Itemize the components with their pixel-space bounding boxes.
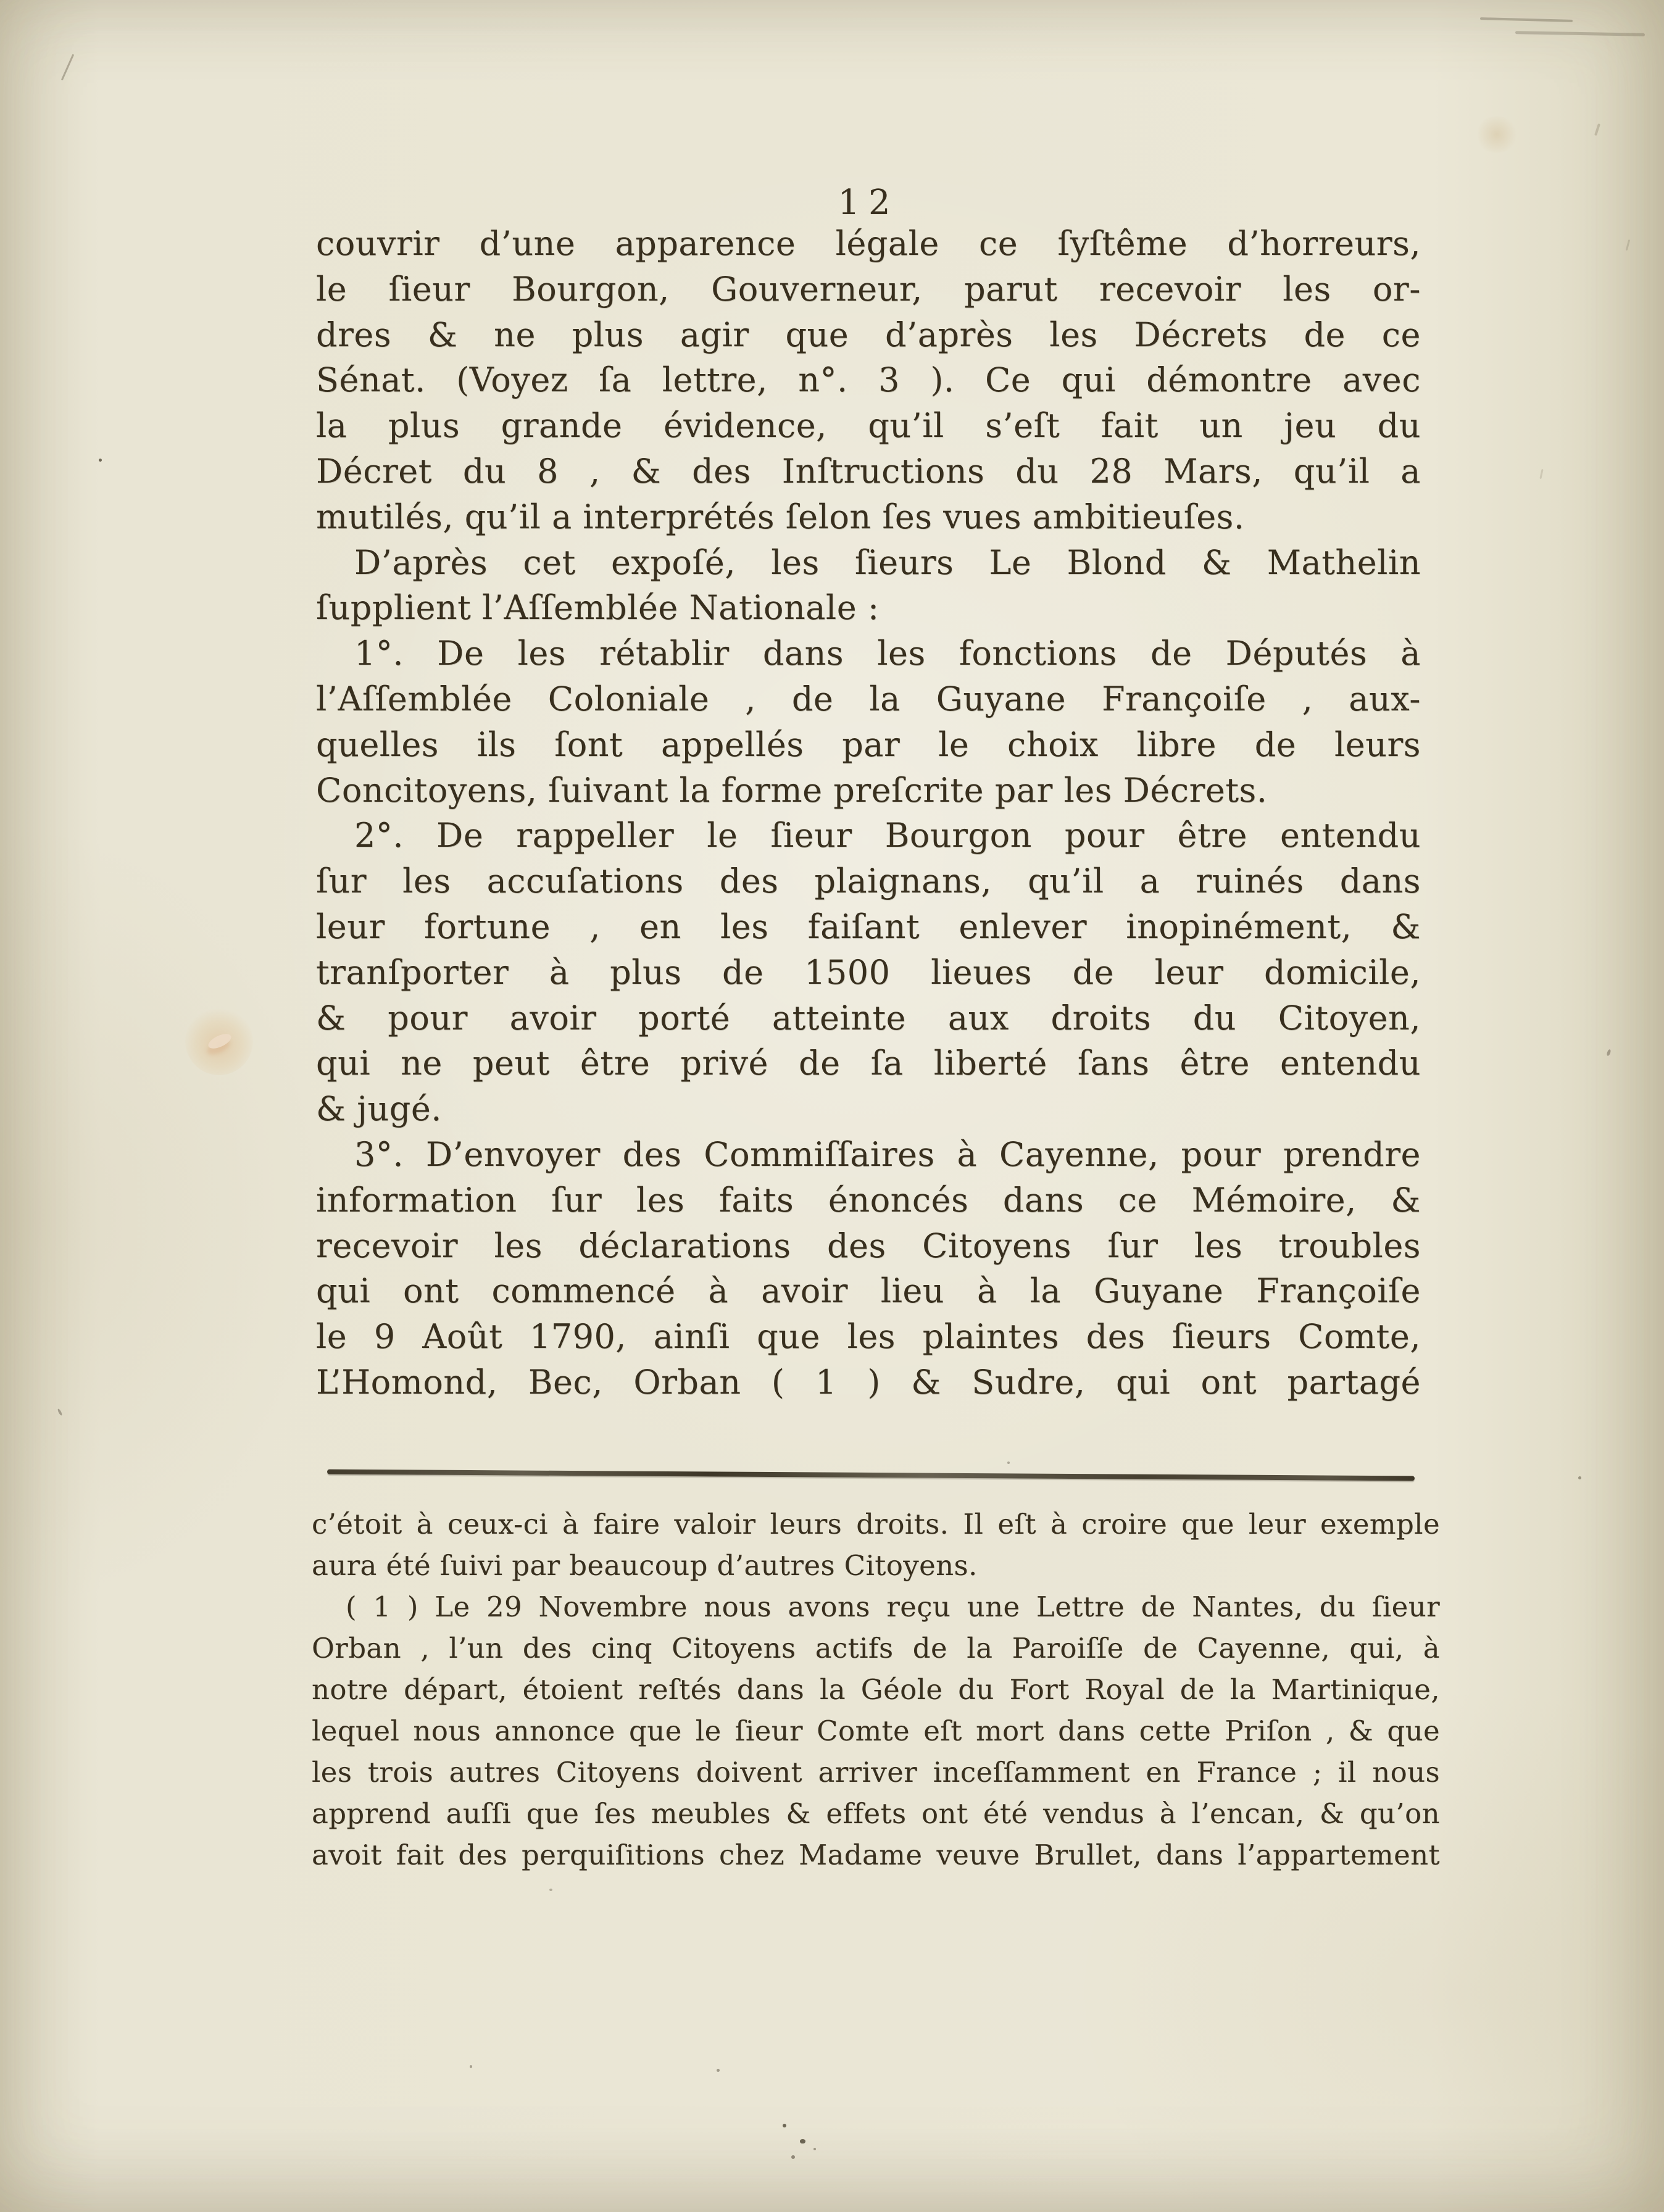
scan-scratch <box>1594 123 1600 136</box>
body-line: tranſporter à plus de 1500 lieues de leur domicile, <box>316 952 1421 992</box>
footnote-line: notre départ, étoient reſtés dans la Géole du Fort Royal de la Martinique, <box>312 1673 1440 1706</box>
footnote-line: c’étoit à ceux-ci à faire valoir leurs droits. Il eſt à croire que leur exemple <box>312 1508 1440 1540</box>
ink-speck <box>783 2124 786 2127</box>
scan-scratch <box>61 54 74 80</box>
body-line: recevoir les déclarations des Citoyens ſur les troubles <box>316 1226 1421 1265</box>
footnote-line: apprend auſſi que ſes meubles & effets ont été vendus à l’encan, & qu’on <box>312 1797 1440 1830</box>
footnote-line: ( 1 ) Le 29 Novembre nous avons reçu une Lettre de Nantes, du ſieur <box>346 1590 1440 1623</box>
body-line: dres & ne plus agir que d’après les Décrets de ce <box>316 315 1421 354</box>
footnote-line: lequel nous annonce que le ſieur Comte eſt mort dans cette Priſon , & que <box>312 1715 1440 1747</box>
scan-scratch <box>1626 239 1631 251</box>
body-line: le 9 Août 1790, ainſi que les plaintes des ſieurs Comte, <box>316 1317 1421 1357</box>
body-line: Concitoyens, ſuivant la forme preſcrite par les Décrets. <box>316 770 1268 810</box>
ink-speck <box>1578 1476 1581 1479</box>
body-line: ſupplient l’Aſſemblée Nationale : <box>316 588 880 628</box>
ink-speck <box>57 1408 62 1416</box>
body-line: D’après cet expoſé, les ſieurs Le Blond & Mathelin <box>354 543 1421 582</box>
footnote-line: Orban , l’un des cinq Citoyens actifs de la Paroiſſe de Cayenne, qui, à <box>312 1632 1440 1665</box>
footnote-text <box>312 1503 1440 1876</box>
body-line: la plus grande évidence, qu’il s’eſt fait un jeu du <box>316 406 1421 446</box>
paper-stain <box>185 1007 253 1075</box>
footnote-line: avoit fait des perquiſitions chez Madame veuve Brullet, dans l’appartement <box>312 1839 1440 1871</box>
pencil-mark <box>1515 31 1645 36</box>
pencil-mark <box>1480 17 1573 22</box>
body-line: le ſieur Bourgon, Gouverneur, parut recevoir les or- <box>316 269 1421 309</box>
body-line: l’Aſſemblée Coloniale , de la Guyane Françoiſe , aux- <box>316 679 1421 718</box>
ink-speck <box>99 459 102 462</box>
body-line: leur fortune , en les faiſant enlever inopinément, & <box>316 907 1421 946</box>
paper-stain <box>1475 116 1518 153</box>
body-line: quelles ils ſont appellés par le choix libre de leurs <box>316 725 1421 764</box>
footnote-divider <box>327 1470 1415 1481</box>
page-number: 12 <box>838 183 899 223</box>
scan-scratch <box>1539 469 1543 479</box>
body-line: 2°. De rappeller le ſieur Bourgon pour être entendu <box>354 816 1421 855</box>
body-line: information ſur les faits énoncés dans ce Mémoire, & <box>316 1180 1421 1220</box>
ink-speck <box>1606 1049 1611 1056</box>
body-text <box>316 221 1421 1405</box>
body-line: & jugé. <box>316 1089 442 1129</box>
body-line: couvrir d’une apparence légale ce ſyſtême d’horreurs, <box>316 224 1421 263</box>
body-line: 3°. D’envoyer des Commiſſaires à Cayenne, pour prendre <box>354 1134 1421 1174</box>
ink-speck <box>1007 1462 1010 1464</box>
body-line: qui ont commencé à avoir lieu à la Guyane Françoiſe <box>316 1271 1421 1311</box>
ink-speck <box>791 2155 795 2159</box>
ink-speck <box>470 2065 472 2068</box>
ink-speck <box>813 2148 816 2150</box>
ink-speck <box>800 2139 805 2143</box>
footnote-line: aura été ſuivi par beaucoup d’autres Citoyens. <box>312 1549 978 1582</box>
body-line: mutilés, qu’il a interprétés ſelon ſes vues ambitieuſes. <box>316 497 1245 536</box>
body-line: ſur les accuſations des plaignans, qu’il a ruinés dans <box>316 862 1421 901</box>
ink-speck <box>717 2069 720 2072</box>
body-line: Décret du 8 , & des Inſtructions du 28 Mars, qu’il a <box>316 451 1421 491</box>
body-line: qui ne peut être privé de ſa liberté ſans être entendu <box>316 1044 1421 1083</box>
body-line: & pour avoir porté atteinte aux droits du Citoyen, <box>316 998 1421 1037</box>
ink-speck <box>549 1889 552 1891</box>
body-line: Sénat. (Voyez ſa lettre, n°. 3 ). Ce qui démontre avec <box>316 360 1421 400</box>
body-line: L’Homond, Bec, Orban ( 1 ) & Sudre, qui ont partagé <box>316 1362 1421 1402</box>
footnote-line: les trois autres Citoyens doivent arriver inceſſamment en France ; il nous <box>312 1756 1440 1789</box>
body-line: 1°. De les rétablir dans les fonctions de Députés à <box>354 634 1421 673</box>
